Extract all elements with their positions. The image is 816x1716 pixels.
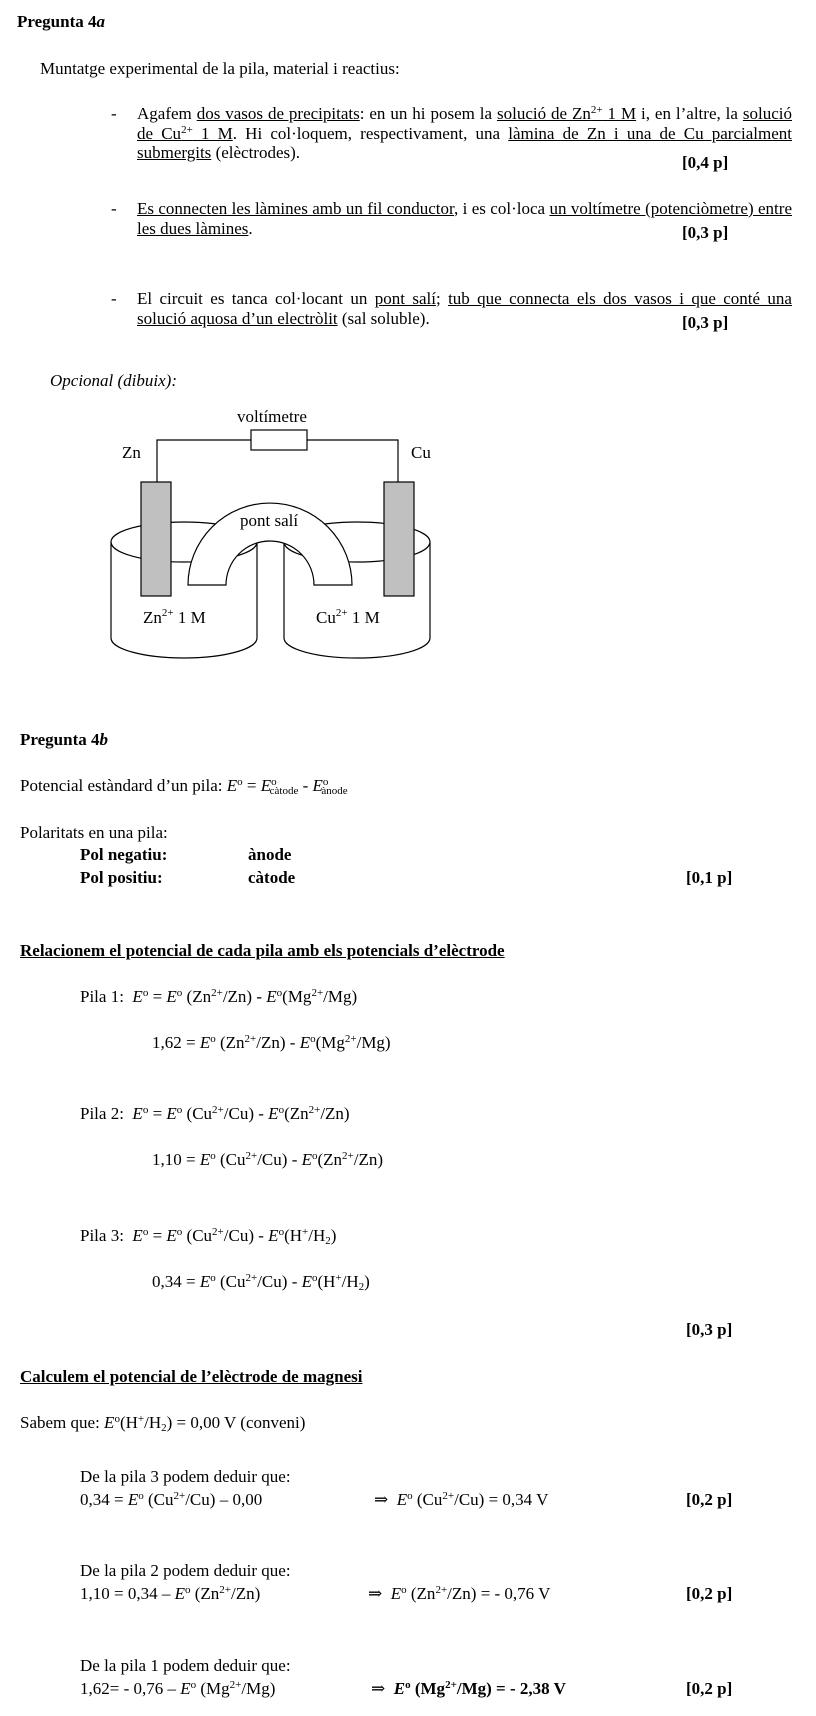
negative-pole-label: Pol negatiu: bbox=[80, 845, 168, 864]
pila-2-values: $1,10 = E^o$ $(Cu^{2+}/Cu) - E^o(Zn^{2+}/Zn)$ bbox=[152, 1150, 384, 1169]
cu-solution-label: $Cu^{2+}$ 1 M bbox=[316, 607, 380, 627]
points-relations: [0,3 p] bbox=[686, 1320, 733, 1339]
pila-3-relation: Pila 3: $E^o = E^o$ $(Cu^{2+}/Cu) - E^o(H^+/H_2)$ bbox=[80, 1226, 337, 1247]
eq-pila-3: $0,34 = E^o$ $(Cu^{2+}/Cu) - 0,00$ bbox=[80, 1490, 263, 1509]
pila-2-relation: Pila 2: $E^o = E^o$ $(Cu^{2+}/Cu) - E^o(Zn^{2+}/Zn)$ bbox=[80, 1104, 350, 1123]
cu-electrode bbox=[384, 482, 414, 596]
zn-label: Zn bbox=[122, 443, 141, 462]
result-pila-1: ⇒ $E^o$ $(Mg^{2+}/Mg)$ = - 2,38 V bbox=[371, 1679, 566, 1698]
eq-pila-1: $1,62= - 0,76 - E^o$ $(Mg^{2+}/Mg)$ bbox=[80, 1679, 276, 1698]
implies-arrow: ⇒ bbox=[368, 1584, 383, 1603]
negative-pole-value: ànode bbox=[248, 845, 292, 864]
eq-pila-2: $1,10 = 0,34 - E^o$ $(Zn^{2+}/Zn)$ bbox=[80, 1584, 261, 1603]
bullet-2: - Es connecten les làmines amb un fil conductor, i es col·loca un voltímetre (potenciòmetre) entre les dues làmines. bbox=[111, 199, 792, 238]
voltmeter-box bbox=[251, 430, 307, 450]
known-value: Sabem que: $E^o(H^+/H_2) = 0,00$ V (conveni) bbox=[20, 1413, 306, 1434]
points-bullet-1: [0,4 p] bbox=[682, 153, 729, 172]
pila-1-relation: Pila 1: $E^o = E^o$ $(Zn^{2+}/Zn) - E^o(Mg^{2+}/Mg)$ bbox=[80, 987, 358, 1006]
positive-pole-value: càtode bbox=[248, 868, 296, 887]
voltmeter-label: voltímetre bbox=[237, 407, 307, 426]
points-polarity: [0,1 p] bbox=[686, 868, 733, 887]
calc-heading: Calculem el potencial de l’elèctrode de magnesi bbox=[20, 1367, 363, 1386]
points-bullet-3: [0,3 p] bbox=[682, 313, 729, 332]
bullet-3: - El circuit es tanca col·locant un pont salí; tub que connecta els dos vasos i que conté una solució aquosa d’un electròlit (sal soluble). bbox=[111, 289, 792, 328]
implies-arrow: ⇒ bbox=[374, 1490, 389, 1509]
cu-label: Cu bbox=[411, 443, 431, 462]
beaker-left bbox=[111, 542, 257, 658]
from-pila-1: De la pila 1 podem deduir que: bbox=[80, 1656, 291, 1675]
salt-bridge-label: pont salí bbox=[240, 511, 299, 530]
question-4b-title: Pregunta 4b bbox=[20, 730, 108, 749]
implies-arrow: ⇒ bbox=[371, 1679, 386, 1698]
from-pila-3: De la pila 3 podem deduir que: bbox=[80, 1467, 291, 1486]
bullet-1: - Agafem dos vasos de precipitats: en un hi posem la solució de $Zn^{2+}$ 1 M i, en l’altre, la solució de $Cu^{2+}$ 1 M. Hi col·loquem, respectivament, una làmina de Zn i una de Cu parcialment submergits (elèctrodes). bbox=[111, 104, 792, 163]
galvanic-cell-diagram bbox=[0, 390, 816, 690]
zn-solution-label: $Zn^{2+}$ 1 M bbox=[143, 607, 206, 627]
result-pila-2: ⇒ $E^o$ $(Zn^{2+}/Zn)$ = - 0,76 V bbox=[368, 1584, 551, 1603]
from-pila-2: De la pila 2 podem deduir que: bbox=[80, 1561, 291, 1580]
standard-potential-formula: Potencial estàndard d’un pila: $E^o = E^o_{càtode} - E^o_{ànode}$ bbox=[20, 776, 348, 797]
question-4a-title: Pregunta 4a bbox=[17, 12, 105, 31]
points-pila-1: [0,2 p] bbox=[686, 1679, 733, 1698]
polarity-title: Polaritats en una pila: bbox=[20, 823, 168, 842]
relations-heading: Relacionem el potencial de cada pila amb els potencials d’elèctrode bbox=[20, 941, 505, 960]
points-pila-2: [0,2 p] bbox=[686, 1584, 733, 1603]
optional-drawing-label: Opcional (dibuix): bbox=[50, 371, 177, 390]
points-pila-3: [0,2 p] bbox=[686, 1490, 733, 1509]
points-bullet-2: [0,3 p] bbox=[682, 223, 729, 242]
positive-pole-label: Pol positiu: bbox=[80, 868, 163, 887]
pila-1-values: $1,62 = E^o$ $(Zn^{2+}/Zn) - E^o(Mg^{2+}/Mg)$ bbox=[152, 1033, 391, 1052]
intro-text: Muntatge experimental de la pila, material i reactius: bbox=[40, 59, 400, 78]
zn-electrode bbox=[141, 482, 171, 596]
pila-3-values: $0,34 = E^o$ $(Cu^{2+}/Cu) - E^o(H^+/H_2)$ bbox=[152, 1272, 370, 1293]
result-pila-3: ⇒ $E^o$ $(Cu^{2+}/Cu) = 0,34$ V bbox=[374, 1490, 549, 1509]
